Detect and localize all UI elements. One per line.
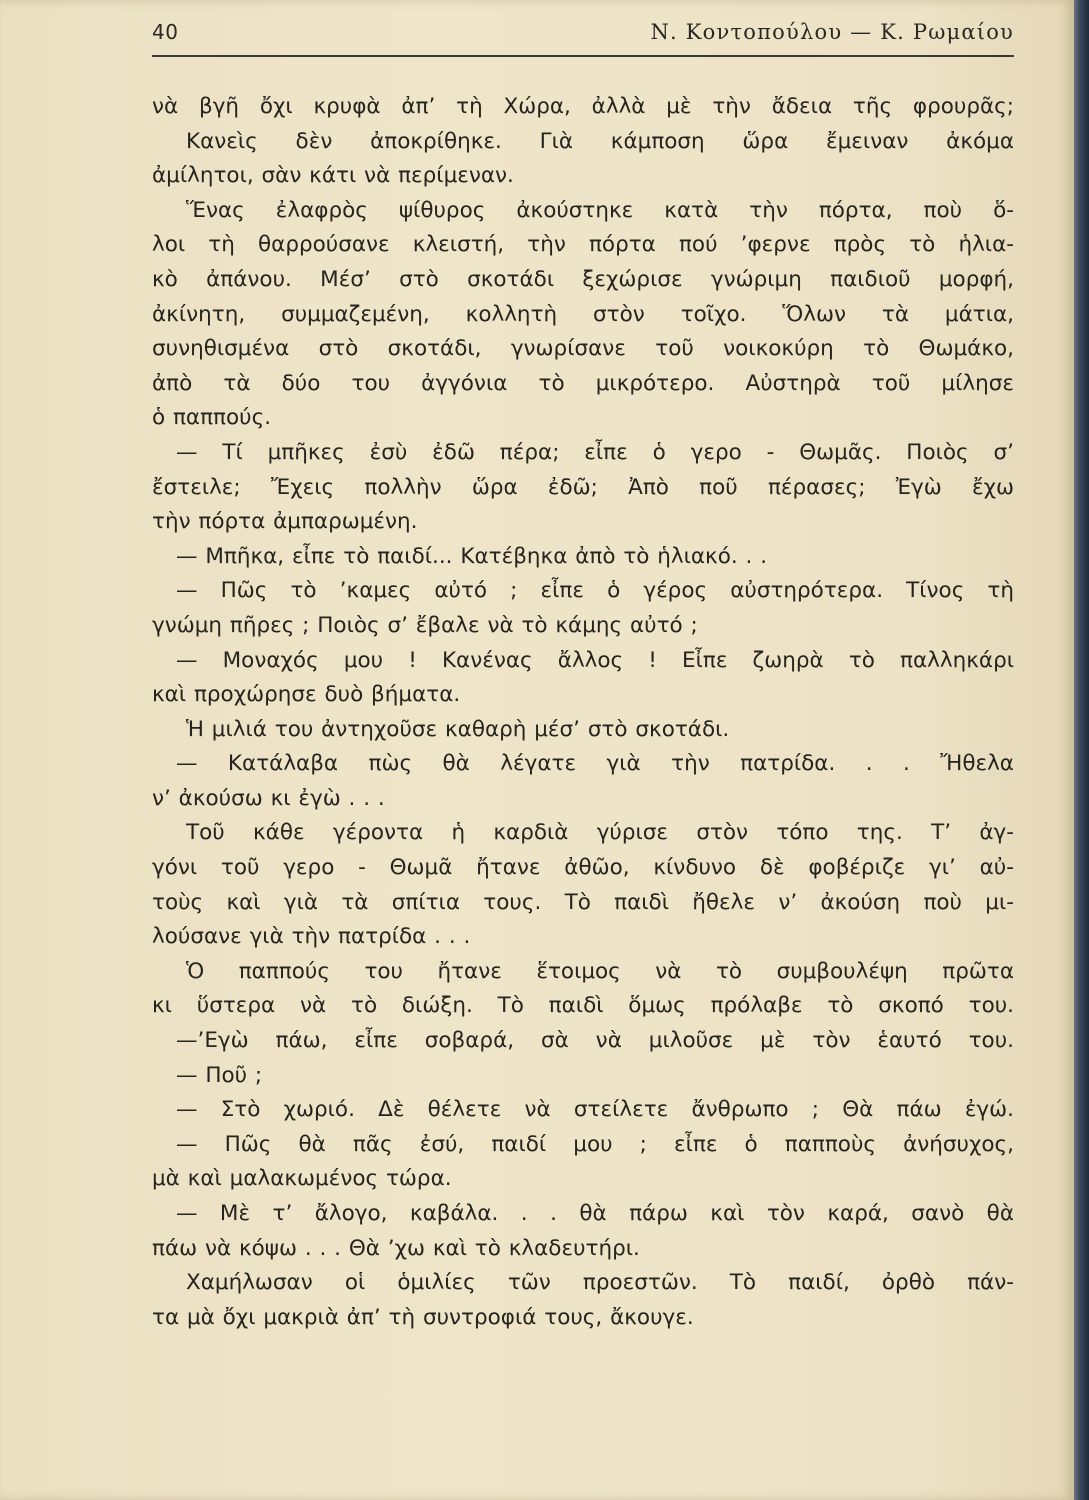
text-line: —’Εγὼ πάω, εἶπε σοβαρά, σὰ νὰ μιλοῦσε μὲ τὸν ἑαυτό του.: [176, 1028, 1014, 1054]
text-line: — Πῶς τὸ ’καμες αὐτό ; εἶπε ὁ γέρος αὐστηρότερα. Τίνος τὴ: [176, 578, 1014, 604]
running-head: Ν. Κοντοπούλου — Κ. Ρωμαίου: [650, 20, 1014, 44]
text-line: νὰ βγῆ ὄχι κρυφὰ ἀπ’ τὴ Χώρα, ἀλλὰ μὲ τὴν ἄδεια τῆς φρουρᾶς;: [152, 94, 1014, 119]
text-line: Κανεὶς δὲν ἀποκρίθηκε. Γιὰ κάμποση ὥρα ἔμειναν ἀκόμα: [186, 128, 1014, 154]
text-line: — Κατάλαβα πὼς θὰ λέγατε γιὰ τὴν πατρίδα. . . Ἤθελα: [176, 751, 1014, 777]
text-line: συνηθισμένα στὸ σκοτάδι, γνωρίσανε τοῦ νοικοκύρη τὸ Θωμάκο,: [152, 336, 1014, 362]
page-header: [152, 18, 1014, 50]
text-line: — Στὸ χωριό. Δὲ θέλετε νὰ στείλετε ἄνθρωπο ; Θὰ πάω ἐγώ.: [176, 1097, 1014, 1123]
text-line: μὰ καὶ μαλακωμένος τώρα.: [152, 1166, 452, 1192]
text-line: κι ὕστερα νὰ τὸ διώξη. Τὸ παιδὶ ὅμως πρόλαβε τὸ σκοπό του.: [152, 993, 1014, 1019]
text-line: Ἕνας ἐλαφρὸς ψίθυρος ἀκούστηκε κατὰ τὴν πόρτα, ποὺ ὅ-: [186, 197, 1014, 223]
text-line: — Τί μπῆκες ἐσὺ ἐδῶ πέρα; εἶπε ὁ γερο - Θωμᾶς. Ποιὸς σ’: [176, 439, 1014, 465]
text-line: ἀμίλητοι, σὰν κάτι νὰ περίμεναν.: [152, 163, 514, 189]
page-number: 40: [152, 20, 179, 44]
text-line: Ἡ μιλιά του ἀντηχοῦσε καθαρὴ μέσ’ στὸ σκοτάδι.: [186, 716, 730, 742]
text-line: — Μοναχός μου ! Κανένας ἄλλος ! Εἶπε ζωηρὰ τὸ παλληκάρι: [176, 647, 1014, 673]
text-line: ἀκίνητη, συμμαζεμένη, κολλητὴ στὸν τοῖχο. Ὅλων τὰ μάτια,: [152, 301, 1014, 327]
text-line: — Ποῦ ;: [176, 1062, 263, 1088]
text-line: λούσανε γιὰ τὴν πατρίδα . . .: [152, 924, 471, 950]
text-line: τὴν πόρτα ἀμπαρωμένη.: [152, 509, 418, 535]
header-rule: [152, 55, 1014, 57]
text-line: ἀπὸ τὰ δύο του ἀγγόνια τὸ μικρότερο. Αὐστηρὰ τοῦ μίλησε: [152, 370, 1014, 396]
text-line: — Πῶς θὰ πᾶς ἐσύ, παιδί μου ; εἶπε ὁ παπποὺς ἀνήσυχος,: [176, 1131, 1014, 1157]
text-line: κὸ ἀπάνου. Μέσ’ στὸ σκοτάδι ξεχώρισε γνώριμη παιδιοῦ μορφή,: [152, 266, 1014, 292]
text-line: τοὺς καὶ γιὰ τὰ σπίτια τους. Τὸ παιδὶ ἤθελε ν’ ἀκούση ποὺ μι-: [152, 889, 1014, 915]
text-line: — Μὲ τ’ ἄλογο, καβάλα. . . θὰ πάρω καὶ τὸν καρά, σανὸ θὰ: [176, 1201, 1014, 1226]
text-line: πάω νὰ κόψω . . . Θὰ ’χω καὶ τὸ κλαδευτήρι.: [152, 1235, 640, 1261]
text-line: Ὁ παππούς του ἤτανε ἕτοιμος νὰ τὸ συμβουλέψη πρῶτα: [186, 958, 1014, 984]
text-line: λοι τὴ θαρρούσανε κλειστή, τὴν πόρτα πού ’φερνε πρὸς τὸ ἡλια-: [152, 232, 1014, 258]
text-line: γόνι τοῦ γερο - Θωμᾶ ἤτανε ἀθῶο, κίνδυνο δὲ φοβέριζε γι’ αὐ-: [152, 855, 1014, 881]
book-edge: [1074, 0, 1089, 1500]
text-line: Χαμήλωσαν οἱ ὁμιλίες τῶν προεστῶν. Τὸ παιδί, ὀρθὸ πάν-: [186, 1270, 1014, 1296]
text-line: Τοῦ κάθε γέροντα ἡ καρδιὰ γύρισε στὸν τόπο της. Τ’ ἀγ-: [186, 820, 1014, 846]
text-line: ἔστειλε; Ἔχεις πολλὴν ὥρα ἐδῶ; Ἀπὸ ποῦ πέρασες; Ἐγὼ ἔχω: [152, 474, 1014, 500]
text-line: ν’ ἀκούσω κι ἐγὼ . . .: [152, 785, 385, 811]
text-line: τα μὰ ὄχι μακριὰ ἀπ’ τὴ συντροφιά τους, ἄκουγε.: [152, 1304, 694, 1330]
text-line: γνώμη πῆρες ; Ποιὸς σ’ ἔβαλε νὰ τὸ κάμης αὐτό ;: [152, 612, 698, 638]
text-line: καὶ προχώρησε δυὸ βήματα.: [152, 682, 461, 708]
text-line: — Μπῆκα, εἶπε τὸ παιδί... Κατέβηκα ἀπὸ τὸ ἡλιακό. . .: [176, 543, 768, 569]
text-line: ὁ παππούς.: [152, 405, 272, 431]
body-text: [152, 90, 1014, 1335]
